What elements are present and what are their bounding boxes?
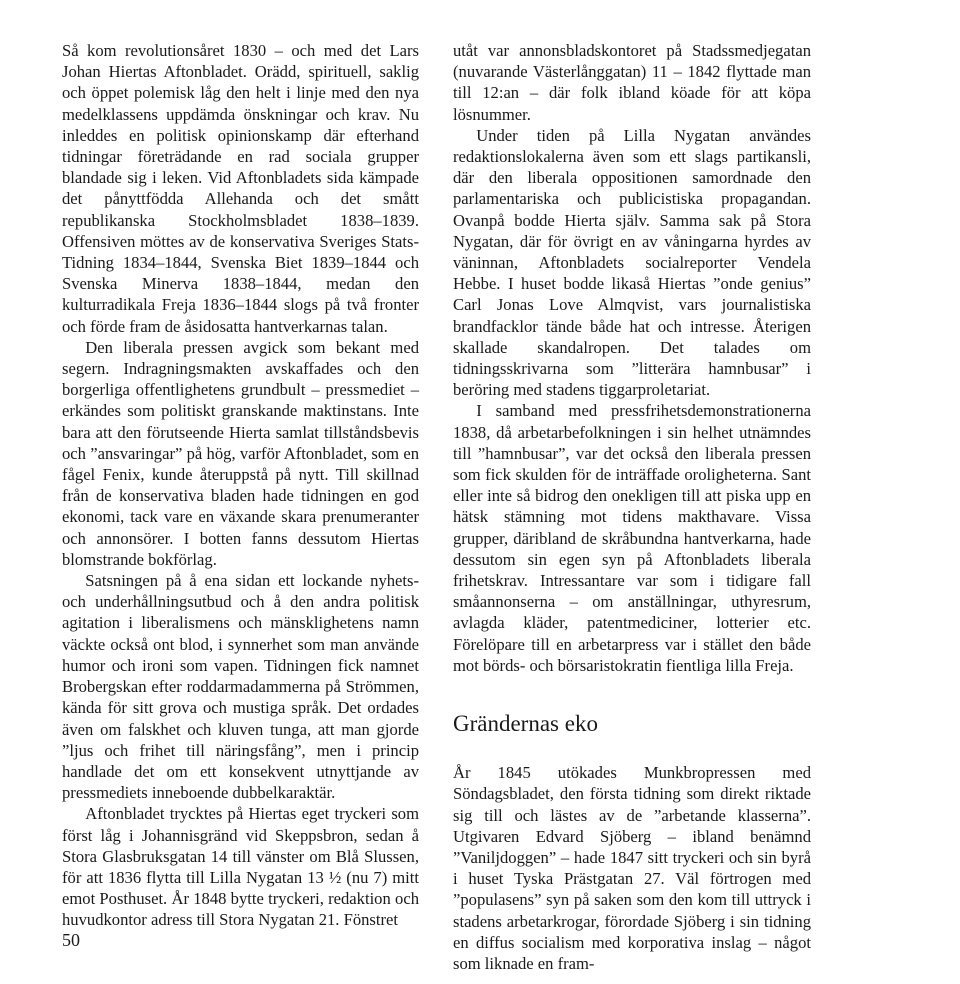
paragraph: Under tiden på Lilla Nygatan användes redaktionslokalerna även som ett slags partikansli, där den liberala oppositionen samordnade den parlamentariska och publicistiska propagandan. Ovanpå bodde Hierta själv. Samma sak på Stora Nygatan, där för övrigt en av våningarna hyrdes av väninnan, Aftonbladets socialreporter Vendela Hebbe. I huset bodde likaså Hiertas ”onde genius” Carl Jonas Love Almqvist, vars journalistiska brandfacklor tände både hat och intresse. Återigen skallade skandalropen. Det talades om tidningsskrivarna som ”litterära hamnbusar” i beröring med stadens tiggarproletariat. xyxy=(453,125,811,400)
paragraph: År 1845 utökades Munkbropressen med Söndagsbladet, den första tidning som direkt riktade sig till och lästes av de ”arbetande klasserna”. Utgivaren Edvard Sjöberg – ibland benämnd ”Vaniljdoggen” – hade 1847 sitt tryckeri och sin byrå i huset Tyska Prästgatan 27. Väl förtrogen med ”populasens” syn på saken som den kom till uttryck i stadens arbetarkrogar, förordade Sjöberg i sin tidning en diffus socialism med korporativa inslag – något som liknade en fram- xyxy=(453,763,811,973)
right-column xyxy=(453,40,811,974)
paragraph: utåt var annonsbladskontoret på Stadssmedjegatan (nuvarande Västerlånggatan) 11 – 1842 flyttade man till 12:an – där folk ibland köade för att köpa lösnummer. xyxy=(453,41,811,124)
paragraph: I samband med pressfrihetsdemonstrationerna 1838, då arbetarbefolkningen i sin helhet utnämndes till ”hamnbusar”, var det också den liberala pressen som fick skulden för de inträffade oroligheterna. Sant eller inte så bidrog den onekligen till att piska upp en hätsk stämning mot tidens makthavare. Vissa grupper, däribland de skråbundna hantverkarna, hade dessutom sin egen syn på Aftonbladets liberala frihetskrav. Intressantare var som i tidigare fall småannonserna – om anställningar, uthyresrum, avlagda kläder, patentmediciner, lotterier etc. Förelöpare till en arbetarpress var i stället den både mot börds- och börsaristokratin fientliga lilla Freja. xyxy=(453,401,811,675)
paragraph: Aftonbladet trycktes på Hiertas eget tryckeri som först låg i Johannisgränd vid Skeppsbron, sedan å Stora Glasbruksgatan 14 till vänster om Blå Slussen, för att 1836 flytta till Lilla Nygatan 13 ½ (nu 7) mitt emot Posthuset. År 1848 bytte tryckeri, redaktion och huvudkontor adress till Stora Nygatan 21. Fönstret xyxy=(62,804,419,930)
page-number: 50 xyxy=(62,930,80,950)
paragraph: Satsningen på å ena sidan ett lockande nyhets- och underhållningsutbud och å den andra politisk agitation i liberalismens och mänsklighetens namn väckte också ont blod, i synnerhet som man använde humor och ironi som vapen. Tidningen fick namnet Brobergskan efter roddarmadammerna på Strömmen, kända för sitt grova och mustiga språk. Det ordades även om falskhet och kluven tunga, att man gjorde ”ljus och frihet till näringsfång”, men i princip handlade det om ett konsekvent utnyttjande av pressmediets inneboende dubbelkaraktär. xyxy=(62,571,419,803)
left-column xyxy=(62,40,419,931)
section-heading: Grändernas eko xyxy=(453,711,598,737)
paragraph: Den liberala pressen avgick som bekant med segern. Indragningsmakten avskaffades och den borgerliga offentlighetens grundbult – pressmediet – erkändes som politiskt granskande maktinstans. Inte bara att den förutseende Hierta samlat tillståndsbevis och ”ansvaringar” på hög, varför Aftonbladet, som en fågel Fenix, kunde återuppstå på nytt. Till skillnad från de konservativa bladen hade tidningen en god ekonomi, tack vare en växande skara prenumeranter och annonsörer. I botten fanns dessutom Hiertas blomstrande bokförlag. xyxy=(62,337,419,569)
paragraph: Så kom revolutionsåret 1830 – och med det Lars Johan Hiertas Aftonbladet. Orädd, spirituell, saklig och öppet polemisk låg den helt i linje med den nya medelklassens uppdämda önskningar och krav. Nu inleddes en politisk opinionskamp där efterhand tidningar företrädande en rad sociala grupper blandade sig i leken. Vid Aftonbladets sida kämpade det pånyttfödda Allehanda och det smått republikanska Stockholmsbladet 1838–1839. Offensiven möttes av de konservativa Sveriges Stats-Tidning 1834–1844, Svenska Biet 1839–1844 och Svenska Minerva 1838–1844, medan den kulturradikala Freja 1836–1844 slogs på två fronter och förde fram de åsidosatta hantverkarnas talan. xyxy=(62,41,419,336)
